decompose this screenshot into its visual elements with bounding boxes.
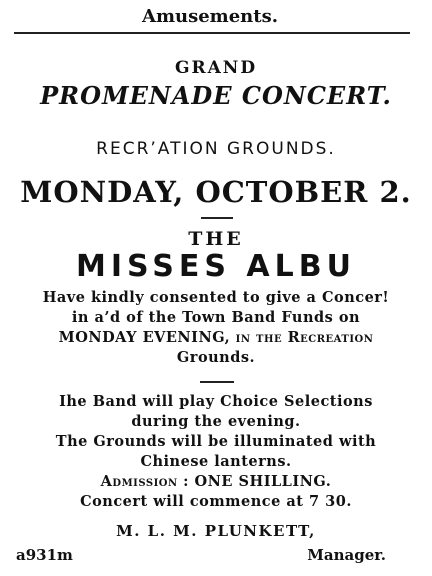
paragraph2-line3: The Grounds will be illuminated with (55, 433, 377, 450)
admission-line: Admission : ONE SHILLING. (100, 473, 332, 490)
event-date: MONDAY, OCTOBER 2. (20, 175, 412, 209)
signature-role: Manager. (307, 546, 386, 564)
paragraph1-line2: in a’d of the Town Band Funds on (71, 309, 361, 326)
paragraph2-line1: Ihe Band will play Choice Selections (59, 393, 373, 410)
ad-code: a931m (16, 546, 73, 564)
section-heading: Amusements. (142, 6, 278, 27)
paragraph1-line3: MONDAY EVENING, in the Recreation (58, 329, 374, 346)
paragraph2-line2: during the evening. (131, 413, 301, 430)
commence-line: Concert will commence at 7 30. (80, 493, 352, 510)
performers-name: MISSES ALBU (76, 249, 356, 284)
venue-line: RECR’ATION GROUNDS. (96, 139, 336, 159)
paragraph2-line4: Chinese lanterns. (140, 453, 292, 470)
signature-name: M. L. M. PLUNKETT, (116, 522, 316, 540)
paragraph1-line1: Have kindly consented to give a Concer! (42, 289, 390, 306)
divider-dash-1 (201, 217, 233, 219)
title-promenade-concert: PROMENADE CONCERT. (40, 81, 392, 110)
title-grand: GRAND (174, 58, 258, 78)
divider-dash-2 (200, 381, 234, 383)
the-line: THE (188, 228, 244, 250)
top-rule (14, 32, 410, 34)
paragraph1-line4: Grounds. (176, 349, 256, 366)
